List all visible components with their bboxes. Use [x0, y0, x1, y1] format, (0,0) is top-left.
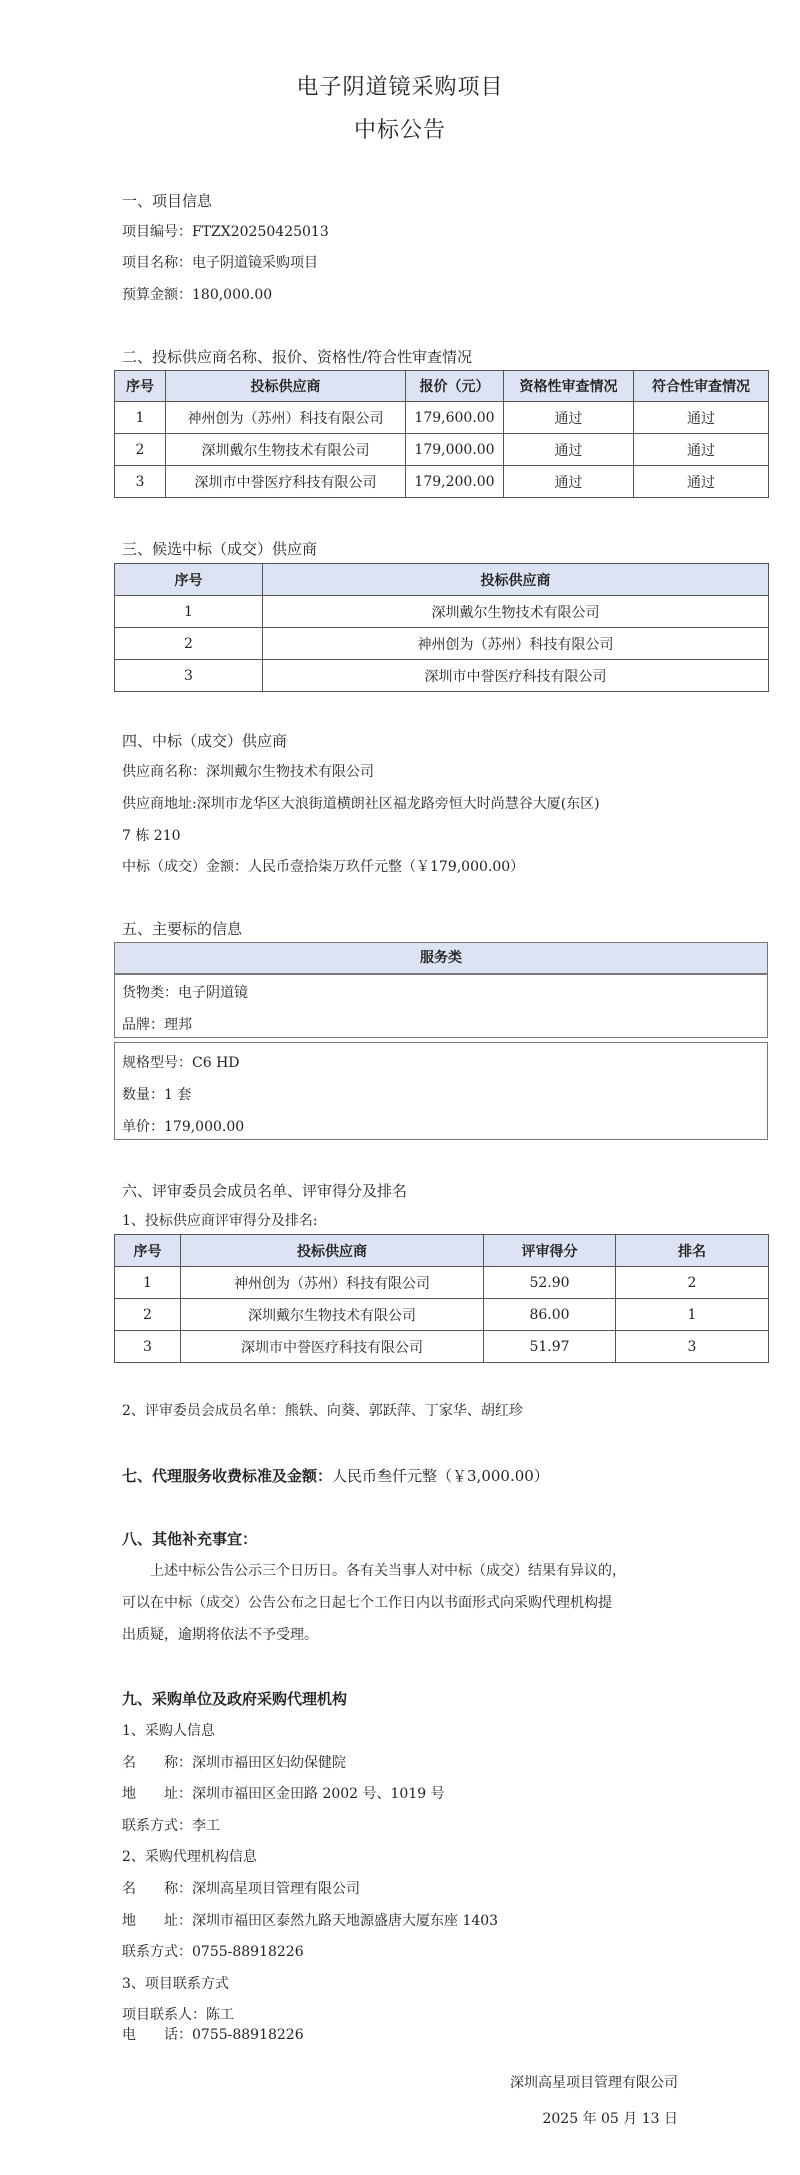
cell: 179,000.00	[406, 434, 504, 466]
footer-company: 深圳高星项目管理有限公司	[510, 2075, 678, 2091]
winner-amount: 中标（成交）金额：人民币壹拾柒万玖仟元整（￥179,000.00）	[122, 859, 525, 875]
cell: 86.00	[484, 1299, 616, 1331]
agent-contact: 联系方式：0755-88918226	[122, 1944, 304, 1960]
cell: 2	[115, 434, 166, 466]
budget-amount: 预算金额：180,000.00	[122, 287, 273, 303]
header-cell: 序号	[115, 564, 263, 596]
cell: 1	[115, 402, 166, 434]
cell: 3	[616, 1331, 769, 1363]
project-name: 项目名称：电子阴道镜采购项目	[122, 255, 318, 271]
unit-price: 单价：179,000.00	[122, 1119, 245, 1135]
table-row	[115, 596, 769, 628]
winner-address-cont: 7 栋 210	[122, 828, 181, 844]
section-9-heading: 九、采购单位及政府采购代理机构	[122, 1690, 348, 1708]
cell: 通过	[634, 402, 769, 434]
header-cell: 序号	[115, 1235, 181, 1267]
page-subtitle: 中标公告	[353, 118, 446, 143]
goods-type: 货物类：电子阴道镜	[122, 985, 248, 1001]
table-row	[115, 1299, 769, 1331]
cell: 通过	[504, 466, 634, 498]
cell: 2	[115, 1299, 181, 1331]
service-type-header: 服务类	[114, 942, 768, 975]
section-7-heading: 七、代理服务收费标准及金额：	[122, 1467, 333, 1485]
section-4-heading: 四、中标（成交）供应商	[122, 732, 288, 750]
agency-fee: 人民币叁仟元整（￥3,000.00）	[332, 1467, 549, 1485]
notice-line-3: 出质疑，逾期将依法不予受理。	[122, 1627, 318, 1643]
header-cell: 评审得分	[484, 1235, 616, 1267]
score-table	[114, 1234, 769, 1363]
cell: 神州创为（苏州）科技有限公司	[263, 628, 769, 660]
header-cell: 排名	[616, 1235, 769, 1267]
header-cell: 报价（元）	[406, 371, 504, 402]
notice-line-1: 上述中标公告公示三个日历日。各有关当事人对中标（成交）结果有异议的，	[150, 1563, 626, 1579]
cell: 3	[115, 466, 166, 498]
section-5-heading: 五、主要标的信息	[122, 920, 243, 938]
candidate-table	[114, 563, 769, 692]
table-row	[115, 1267, 769, 1299]
section-3-heading: 三、候选中标（成交）供应商	[122, 540, 318, 558]
cell: 1	[115, 1267, 181, 1299]
table-row	[115, 660, 769, 692]
cell: 通过	[504, 434, 634, 466]
notice-line-2: 可以在中标（成交）公告公布之日起七个工作日内以书面形式向采购代理机构提	[122, 1595, 612, 1611]
table-row	[115, 434, 769, 466]
bid-review-table	[114, 370, 769, 498]
section-8-heading: 八、其他补充事宜：	[122, 1530, 258, 1548]
header-cell: 投标供应商	[166, 371, 406, 402]
buyer-contact: 联系方式：李工	[122, 1818, 220, 1834]
table-row	[115, 402, 769, 434]
cell: 深圳戴尔生物技术有限公司	[166, 434, 406, 466]
buyer-address: 地 址：深圳市福田区金田路 2002 号、1019 号	[122, 1786, 445, 1802]
cell: 1	[616, 1299, 769, 1331]
buyer-name: 名 称：深圳市福田区妇幼保健院	[122, 1755, 346, 1771]
section-2-heading: 二、投标供应商名称、报价、资格性/符合性审查情况	[122, 348, 473, 366]
agent-name: 名 称：深圳高星项目管理有限公司	[122, 1881, 360, 1897]
cell: 神州创为（苏州）科技有限公司	[166, 402, 406, 434]
cell: 1	[115, 596, 263, 628]
project-contact-person: 项目联系人：陈工	[122, 2007, 234, 2023]
cell: 2	[616, 1267, 769, 1299]
committee-members: 2、评审委员会成员名单：熊轶、向葵、郭跃萍、丁家华、胡红珍	[122, 1403, 523, 1419]
header-cell: 资格性审查情况	[504, 371, 634, 402]
cell: 3	[115, 1331, 181, 1363]
cell: 通过	[634, 434, 769, 466]
buyer-subheading: 1、采购人信息	[122, 1723, 215, 1739]
model-spec: 规格型号：C6 HD	[122, 1055, 240, 1071]
agent-address: 地 址：深圳市福田区泰然九路天地源盛唐大厦东座 1403	[122, 1913, 499, 1929]
brand: 品牌：理邦	[122, 1017, 192, 1033]
cell: 179,200.00	[406, 466, 504, 498]
cell: 深圳戴尔生物技术有限公司	[263, 596, 769, 628]
cell: 2	[115, 628, 263, 660]
score-subheading: 1、投标供应商评审得分及排名:	[122, 1213, 318, 1229]
header-cell: 投标供应商	[263, 564, 769, 596]
cell: 52.90	[484, 1267, 616, 1299]
footer-date: 2025 年 05 月 13 日	[542, 2111, 678, 2127]
cell: 深圳市中誉医疗科技有限公司	[166, 466, 406, 498]
table-row	[115, 1331, 769, 1363]
page-title: 电子阴道镜采购项目	[296, 75, 504, 100]
cell: 51.97	[484, 1331, 616, 1363]
project-contact-phone: 电 话：0755-88918226	[122, 2027, 304, 2043]
cell: 深圳市中誉医疗科技有限公司	[263, 660, 769, 692]
quantity: 数量：1 套	[122, 1087, 192, 1103]
header-cell: 序号	[115, 371, 166, 402]
header-cell: 符合性审查情况	[634, 371, 769, 402]
project-contact-subheading: 3、项目联系方式	[122, 1976, 229, 1992]
header-cell: 投标供应商	[181, 1235, 484, 1267]
cell: 通过	[634, 466, 769, 498]
cell: 深圳市中誉医疗科技有限公司	[181, 1331, 484, 1363]
agent-subheading: 2、采购代理机构信息	[122, 1849, 257, 1865]
cell: 通过	[504, 402, 634, 434]
winner-name: 供应商名称：深圳戴尔生物技术有限公司	[122, 764, 374, 780]
cell: 179,600.00	[406, 402, 504, 434]
section-7-line	[122, 1465, 549, 1486]
table-row	[115, 466, 769, 498]
project-number: 项目编号：FTZX20250425013	[122, 224, 329, 240]
table-row	[115, 628, 769, 660]
winner-address: 供应商地址:深圳市龙华区大浪街道横朗社区福龙路旁恒大时尚慧谷大厦(东区)	[122, 796, 600, 812]
cell: 深圳戴尔生物技术有限公司	[181, 1299, 484, 1331]
cell: 神州创为（苏州）科技有限公司	[181, 1267, 484, 1299]
cell: 3	[115, 660, 263, 692]
section-1-heading: 一、项目信息	[122, 192, 213, 210]
section-6-heading: 六、评审委员会成员名单、评审得分及排名	[122, 1182, 408, 1200]
